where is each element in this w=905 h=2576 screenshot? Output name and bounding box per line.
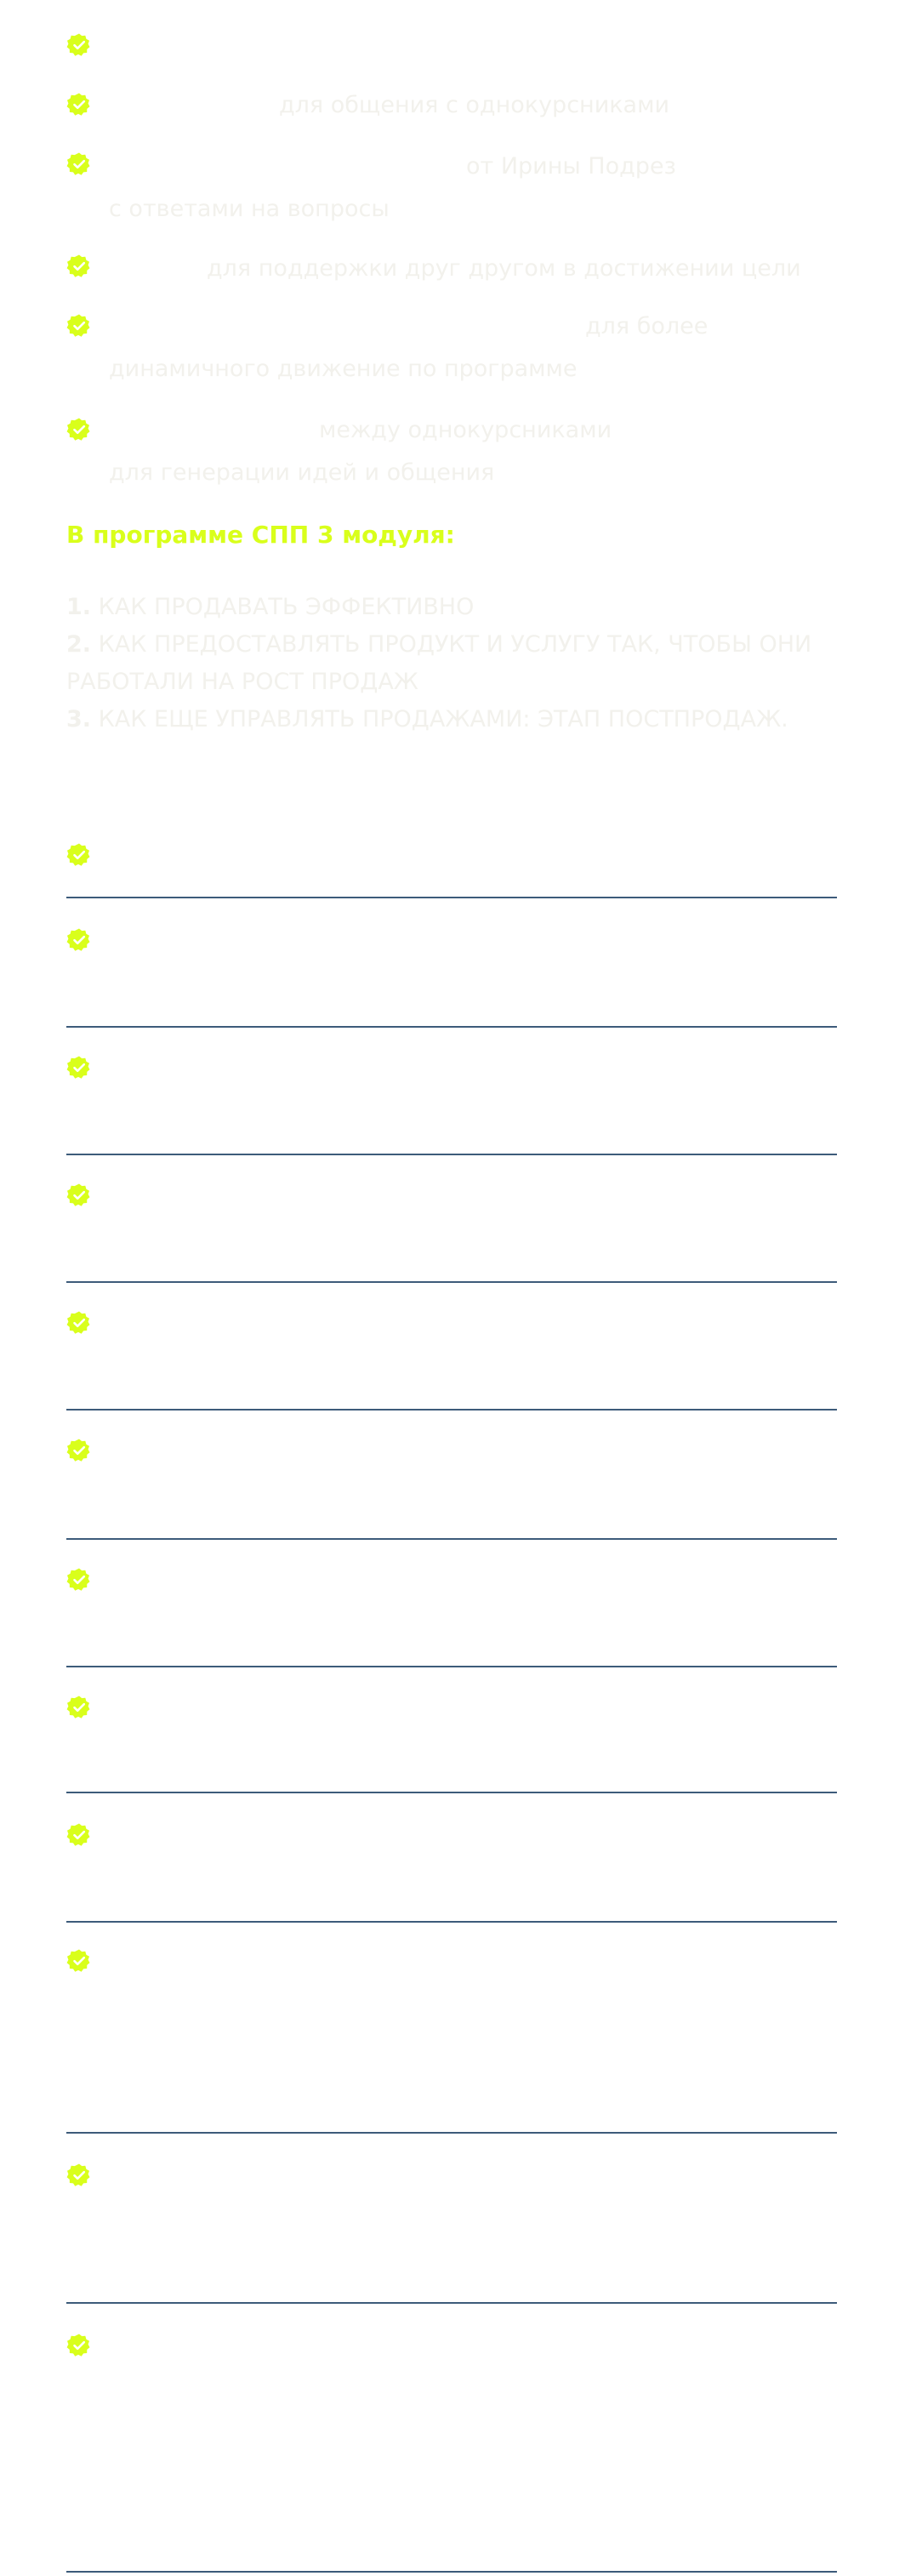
row-divider [66,897,837,898]
check-badge-icon [66,2333,92,2358]
check-badge-icon [66,92,92,117]
program-heading: В программе СПП 3 модуля: [66,521,455,549]
feature-item-5-line2 [109,349,840,390]
check-badge-icon [66,1567,92,1593]
module-item [66,701,849,738]
row-divider [66,1666,837,1667]
feature-rest: между однокурсниками [319,417,612,443]
feature-rest: для поддержки друг другом в достижении цели [207,255,801,282]
feature-line2: с ответами на вопросы [109,196,390,222]
feature-item-6-line2 [109,453,840,493]
check-badge-icon [66,1055,92,1080]
check-badge-icon [66,927,92,953]
module-item [66,626,849,701]
feature-item-6 [109,410,840,451]
check-badge-icon [66,1695,92,1720]
check-badge-icon [66,313,92,339]
row-divider [66,1026,837,1028]
feature-item-3 [109,146,840,187]
module-title: КАК ПРЕДОСТАВЛЯТЬ ПРОДУКТ И УСЛУГУ ТАК, ЧТОБЫ ОНИ РАБОТАЛИ НА РОСТ ПРОДАЖ [66,631,812,695]
check-badge-icon [66,1948,92,1974]
module-list [66,589,849,738]
check-badge-icon [66,2163,92,2188]
module-item [66,589,849,626]
feature-item-3-line2 [109,189,840,230]
row-divider [66,1409,837,1411]
row-divider [66,1154,837,1155]
check-badge-icon [66,1822,92,1848]
feature-line2: для генерации идей и общения [109,459,495,486]
row-divider [66,1281,837,1283]
feature-item-4 [109,248,840,289]
row-divider [66,1921,837,1923]
feature-line2: динамичного движение по программе [109,356,578,382]
row-divider [66,2132,837,2134]
check-badge-icon [66,842,92,868]
check-badge-icon [66,1183,92,1208]
module-number: 2. [66,631,92,658]
check-badge-icon [66,254,92,279]
feature-item-2 [109,85,840,126]
module-title: КАК ЕЩЕ УПРАВЛЯТЬ ПРОДАЖАМИ: ЭТАП ПОСТПРОДАЖ. [98,706,788,732]
check-badge-icon [66,32,92,58]
row-divider [66,1792,837,1793]
feature-item-5 [109,306,840,347]
feature-rest: от Ирины Подрез [466,153,676,180]
check-badge-icon [66,417,92,442]
feature-rest: для общения с однокурсниками [279,92,670,118]
feature-rest: для более [585,313,709,339]
module-number: 3. [66,706,92,732]
row-divider [66,2571,837,2573]
check-badge-icon [66,1310,92,1336]
check-badge-icon [66,151,92,177]
row-divider [66,1538,837,1540]
module-number: 1. [66,594,92,620]
module-title: КАК ПРОДАВАТЬ ЭФФЕКТИВНО [98,594,475,620]
check-badge-icon [66,1438,92,1463]
row-divider [66,2302,837,2304]
